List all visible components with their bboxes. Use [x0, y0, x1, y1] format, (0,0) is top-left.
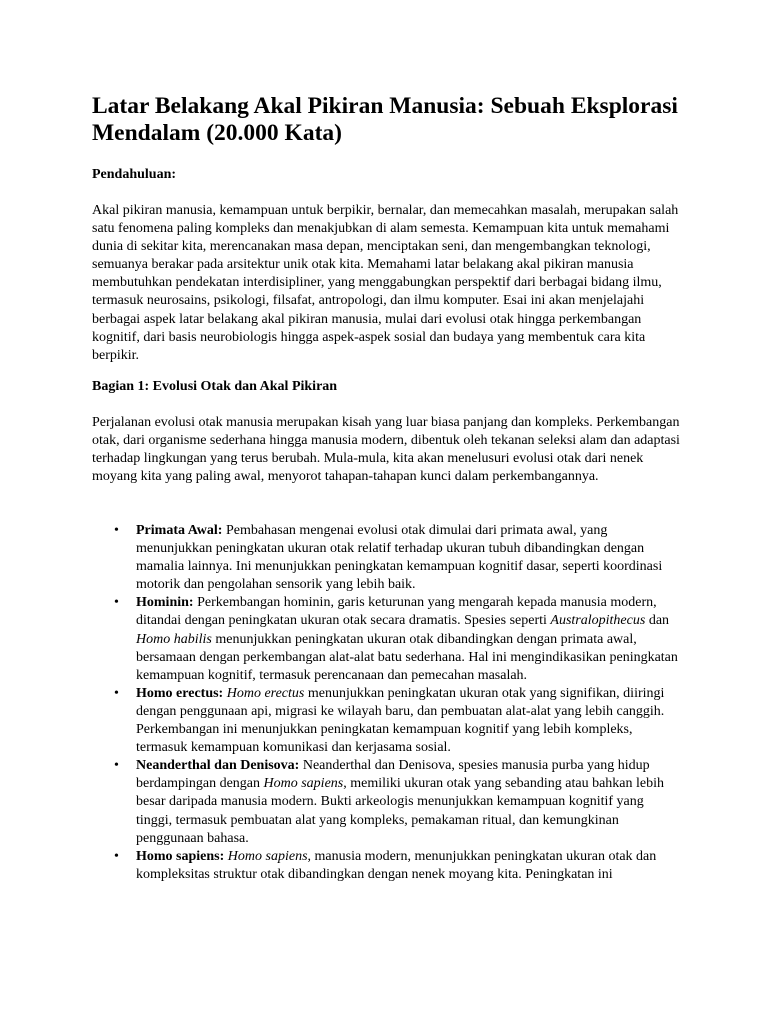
list-item-primata-awal: [92, 522, 682, 594]
list-item-term: Neanderthal dan Denisova:: [136, 758, 300, 774]
list-item-text: Pembahasan mengenai evolusi otak dimulai dari primata awal, yang menunjukkan peningkatan ukuran otak relatif terhadap ukuran tubuh dibandingkan dengan mamalia lainnya. Ini menunjukkan peningkatan kemampuan kognitif dasar, seperti koordinasi motorik dan pengolahan sensorik yang lebih baik.: [136, 523, 663, 593]
intro-heading: Pendahuluan:: [92, 167, 177, 182]
list-item-text: Perkembangan hominin, garis keturunan yang mengarah kepada manusia modern, ditandai dengan peningkatan ukuran otak secara dramatis. Spesies seperti: [136, 595, 657, 629]
evolution-bullet-list: [92, 522, 682, 884]
list-item-text: , manusia modern, menunjukkan peningkatan ukuran otak dan kompleksitas struktur otak dibandingkan dengan nenek moyang kita. Peningkatan ini: [136, 848, 657, 882]
bullet-icon: •: [114, 848, 119, 864]
list-item-term: Hominin:: [136, 595, 194, 611]
list-item-text: menunjukkan peningkatan ukuran otak yang signifikan, diiringi dengan penggunaan api, migrasi ke wilayah baru, dan pembuatan alat-alat yang lebih canggih. Perkembangan ini menunjukkan peningkatan kemampuan kognitif yang lebih kompleks, termasuk kemampuan komunikasi dan kerjasama sosial.: [136, 685, 665, 756]
list-item-term: Homo erectus:: [136, 685, 224, 701]
section1-paragraph: Perjalanan evolusi otak manusia merupakan kisah yang luar biasa panjang dan kompleks. Perkembangan otak, dari organisme sederhana hingga manusia modern, dibentuk oleh tekanan seleksi alam dan adaptasi terhadap lingkungan yang terus berubah. Mula-mula, kita akan menelusuri evolusi otak dari nenek moyang kita yang paling awal, menyorot tahapan-tahapan kunci dalam perkembangannya.: [92, 415, 680, 485]
list-item-homo-sapiens: [92, 848, 682, 884]
list-item-term: Homo sapiens:: [136, 848, 225, 864]
species-name: Homo habilis: [136, 631, 212, 647]
list-item-text: , memiliki ukuran otak yang sebanding atau bahkan lebih besar daripada manusia modern. Bukti arkeologis menunjukkan kemampuan kognitif yang tinggi, termasuk pembuatan alat yang kompleks, pemakaman ritual, dan kemungkinan penggunaan bahasa.: [136, 776, 664, 846]
species-name: Homo erectus: [226, 685, 305, 701]
list-item-neanderthal-denisova: [92, 757, 682, 847]
list-item-homo-erectus: [92, 685, 682, 757]
list-item-term: Primata Awal:: [136, 523, 223, 538]
species-name: Homo sapiens: [263, 776, 344, 792]
bullet-icon: •: [114, 685, 119, 701]
list-item-text: dan: [645, 613, 670, 629]
species-name: Australopithecus: [550, 613, 646, 629]
list-item-text: Neanderthal dan Denisova, spesies manusia purba yang hidup berdampingan dengan: [136, 758, 650, 792]
list-item-text: menunjukkan peningkatan ukuran otak dibandingkan dengan primata awal, bersamaan dengan perkembangan alat-alat batu sederhana. Hal ini mengindikasikan peningkatan kemampuan kognitif, termasuk perencanaan dan pemecahan masalah.: [136, 631, 678, 683]
section1-heading: Bagian 1: Evolusi Otak dan Akal Pikiran: [92, 379, 338, 394]
bullet-icon: •: [114, 523, 119, 538]
document-title: Latar Belakang Akal Pikiran Manusia: Sebuah Eksplorasi Mendalam (20.000 Kata): [92, 93, 678, 146]
species-name: Homo sapiens: [227, 848, 308, 864]
intro-paragraph: Akal pikiran manusia, kemampuan untuk berpikir, bernalar, dan memecahkan masalah, merupakan salah satu fenomena paling kompleks dan menakjubkan di alam semesta. Kemampuan kita untuk memahami dunia di sekitar kita, merencanakan masa depan, menciptakan seni, dan mengembangkan teknologi, semuanya berakar pada arsitektur unik otak kita. Memahami latar belakang akal pikiran manusia membutuhkan pendekatan interdisipliner, yang menggabungkan perspektif dari berbagai bidang ilmu, termasuk neurosains, psikologi, filsafat, antropologi, dan ilmu komputer. Esai ini akan menjelajahi berbagai aspek latar belakang akal pikiran manusia, mulai dari evolusi otak hingga perkembangan kognitif, dari basis neurobiologis hingga aspek-aspek sosial dan budaya yang membentuk cara kita berpikir.: [92, 203, 679, 363]
bullet-icon: •: [114, 758, 119, 774]
bullet-icon: •: [114, 595, 119, 611]
list-item-hominin: [92, 594, 682, 684]
